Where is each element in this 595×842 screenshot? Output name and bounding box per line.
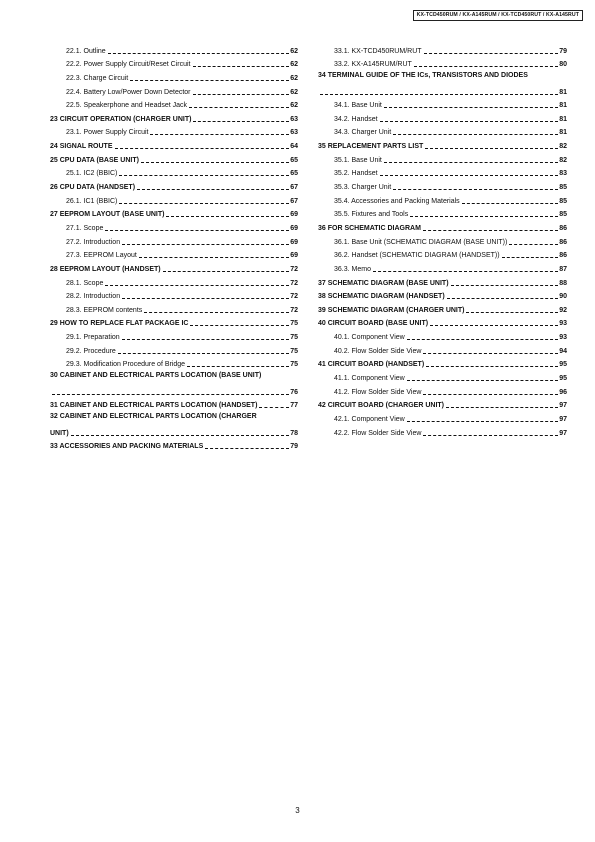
toc-subentry[interactable] <box>50 124 298 138</box>
toc-entry-page: 82 <box>559 156 567 164</box>
toc-entry-page: 78 <box>290 429 298 437</box>
toc-entry-title: 27.3. EEPROM Layout <box>66 252 137 260</box>
toc-entry-page: 82 <box>559 143 567 151</box>
toc-entry-page: 95 <box>559 361 567 369</box>
toc-entry-title: 23 CIRCUIT OPERATION (CHARGER UNIT) <box>50 115 192 123</box>
toc-subentry[interactable] <box>318 247 567 261</box>
toc-entry-page: 72 <box>290 293 298 301</box>
model-header: KX-TCD450RUM / KX-A145RUM / KX-TCD450RUT / KX-A145RUT <box>413 10 583 21</box>
dot-leader <box>393 134 558 135</box>
toc-entry-title: 35.1. Base Unit <box>334 156 382 164</box>
dot-leader <box>407 380 559 381</box>
toc-subentry[interactable] <box>50 274 298 288</box>
toc-entry-title: 22.2. Power Supply Circuit/Reset Circuit <box>66 61 191 69</box>
dot-leader <box>373 271 558 272</box>
dot-leader <box>384 162 558 163</box>
dot-leader <box>426 366 558 367</box>
toc-entry-page: 77 <box>290 402 298 410</box>
dot-leader <box>462 203 559 204</box>
toc-entry-title: 36.1. Base Unit (SCHEMATIC DIAGRAM (BASE UNIT)) <box>334 238 508 246</box>
toc-section[interactable] <box>50 206 298 220</box>
dot-leader <box>108 53 290 54</box>
toc-entry-page: 81 <box>559 88 567 96</box>
toc-subentry[interactable] <box>318 342 567 356</box>
toc-entry-title: 41 CIRCUIT BOARD (HANDSET) <box>318 361 425 369</box>
toc-entry-title: 36 FOR SCHEMATIC DIAGRAM <box>318 224 421 232</box>
toc-entry-page: 62 <box>290 102 298 110</box>
toc-entry-title: 35 REPLACEMENT PARTS LIST <box>318 143 424 151</box>
toc-subentry[interactable] <box>318 410 567 424</box>
dot-leader <box>451 285 559 286</box>
dot-leader <box>407 421 559 422</box>
toc-subentry[interactable] <box>318 369 567 383</box>
toc-entry-title: 33.2. KX-A145RUM/RUT <box>334 61 412 69</box>
toc-entry-title: 38 SCHEMATIC DIAGRAM (HANDSET) <box>318 293 445 301</box>
toc-entry-title: 28 EEPROM LAYOUT (HANDSET) <box>50 265 161 273</box>
dot-leader <box>141 162 289 163</box>
dot-leader <box>193 94 290 95</box>
dot-leader <box>384 107 558 108</box>
toc-entry-title: 35.2. Handset <box>334 170 378 178</box>
toc-entry-page: 88 <box>559 279 567 287</box>
toc-entry-page: 69 <box>290 238 298 246</box>
toc-entry-title: 34 TERMINAL GUIDE OF THE ICs, TRANSISTORS AND DIODES <box>318 72 528 80</box>
toc-entry-page: 86 <box>559 252 567 260</box>
toc-entry-page: 69 <box>290 224 298 232</box>
toc-subentry[interactable] <box>318 424 567 438</box>
toc-subentry[interactable] <box>318 165 567 179</box>
toc-entry-page: 63 <box>290 129 298 137</box>
toc-subentry[interactable] <box>50 42 298 56</box>
toc-entry-title: 27.2. Introduction <box>66 238 121 246</box>
toc-entry-title: 28.2. Introduction <box>66 293 121 301</box>
toc-entry-page: 62 <box>290 88 298 96</box>
dot-leader <box>502 257 559 258</box>
toc-subentry[interactable] <box>50 219 298 233</box>
toc-entry-title: 40.2. Flow Solder Side View <box>334 347 422 355</box>
dot-leader <box>446 407 558 408</box>
toc-entry-page: 87 <box>559 265 567 273</box>
toc-subentry[interactable] <box>318 178 567 192</box>
dot-leader <box>190 325 289 326</box>
toc-section[interactable] <box>318 137 567 151</box>
toc-entry-page: 96 <box>559 388 567 396</box>
toc-section[interactable] <box>50 397 298 411</box>
dot-leader <box>380 121 559 122</box>
toc-entry-page: 92 <box>559 306 567 314</box>
dot-leader <box>414 66 558 67</box>
dot-leader <box>423 353 558 354</box>
dot-leader <box>447 298 559 299</box>
toc-entry-title: 41.1. Component View <box>334 375 405 383</box>
toc-entry-page: 67 <box>290 184 298 192</box>
toc-section[interactable] <box>318 356 567 370</box>
toc-entry-page: 90 <box>559 293 567 301</box>
page-number: 3 <box>295 806 300 815</box>
toc-section[interactable] <box>50 438 298 452</box>
toc-section[interactable] <box>50 315 298 329</box>
dot-leader <box>163 271 290 272</box>
toc-entry-page: 75 <box>290 347 298 355</box>
toc-entry-title: 31 CABINET AND ELECTRICAL PARTS LOCATION (HANDSET) <box>50 402 258 410</box>
toc-entry-page: 81 <box>559 115 567 123</box>
dot-leader <box>119 203 289 204</box>
toc-right-column <box>318 42 567 438</box>
toc-entry-title: 39 SCHEMATIC DIAGRAM (CHARGER UNIT) <box>318 306 465 314</box>
toc-subentry[interactable] <box>318 192 567 206</box>
dot-leader <box>139 257 289 258</box>
toc-subentry[interactable] <box>318 151 567 165</box>
toc-entry-title: 22.3. Charge Circuit <box>66 74 129 82</box>
toc-entry-page: 85 <box>559 211 567 219</box>
dot-leader <box>205 448 289 449</box>
toc-subentry[interactable] <box>318 124 567 138</box>
toc-entry-page: 75 <box>290 320 298 328</box>
dot-leader <box>423 230 558 231</box>
toc-entry-title: 33 ACCESSORIES AND PACKING MATERIALS <box>50 443 204 451</box>
dot-leader <box>380 175 559 176</box>
toc-subentry[interactable] <box>318 260 567 274</box>
dot-leader <box>407 339 559 340</box>
toc-entry-title: 22.1. Outline <box>66 47 106 55</box>
toc-subentry[interactable] <box>318 110 567 124</box>
toc-entry-title: 22.5. Speakerphone and Headset Jack <box>66 102 188 110</box>
toc-entry-title: 40 CIRCUIT BOARD (BASE UNIT) <box>318 320 429 328</box>
toc-entry-page: 64 <box>290 143 298 151</box>
toc-entry-title: 42 CIRCUIT BOARD (CHARGER UNIT) <box>318 402 444 410</box>
toc-subentry[interactable] <box>318 42 567 56</box>
toc-entry-page: 93 <box>559 320 567 328</box>
toc-entry-page: 72 <box>290 265 298 273</box>
toc-entry-page: 79 <box>559 47 567 55</box>
toc-entry-title: 26 CPU DATA (HANDSET) <box>50 184 136 192</box>
toc-entry-page: 83 <box>559 170 567 178</box>
toc-subentry[interactable] <box>318 383 567 397</box>
toc-entry-title: 29.2. Procedure <box>66 347 116 355</box>
toc-entry-page: 75 <box>290 361 298 369</box>
dot-leader <box>320 94 558 95</box>
toc-entry-page: 69 <box>290 252 298 260</box>
toc-section[interactable] <box>318 274 567 288</box>
toc-entry-page: 62 <box>290 47 298 55</box>
toc-subentry[interactable] <box>318 233 567 247</box>
toc-section[interactable] <box>318 69 567 96</box>
dot-leader <box>118 353 289 354</box>
dot-leader <box>137 189 289 190</box>
toc-entry-page: 93 <box>559 334 567 342</box>
toc-entry-page: 97 <box>559 429 567 437</box>
toc-entry-page: 76 <box>290 388 298 396</box>
dot-leader <box>115 148 290 149</box>
toc-section[interactable] <box>50 369 298 396</box>
dot-leader <box>424 53 559 54</box>
toc-entry-page: 94 <box>559 347 567 355</box>
toc-entry-page: 69 <box>290 211 298 219</box>
toc-entry-title: 35.3. Charger Unit <box>334 184 392 192</box>
toc-entry-title: 35.5. Fixtures and Tools <box>334 211 409 219</box>
toc-subentry[interactable] <box>50 69 298 83</box>
toc-subentry[interactable] <box>318 206 567 220</box>
toc-entry-page: 85 <box>559 184 567 192</box>
toc-entry-title: 32 CABINET AND ELECTRICAL PARTS LOCATION (CHARGER <box>50 413 257 421</box>
dot-leader <box>105 230 289 231</box>
toc-subentry[interactable] <box>50 356 298 370</box>
toc-entry-title: 25.1. IC2 (BBIC) <box>66 170 118 178</box>
toc-entry-title: 28.1. Scope <box>66 279 104 287</box>
dot-leader <box>130 80 289 81</box>
toc-entry-page: 95 <box>559 375 567 383</box>
dot-leader <box>187 366 289 367</box>
toc-entry-title-continued: UNIT) <box>50 429 69 437</box>
toc-entry-title: 34.2. Handset <box>334 115 378 123</box>
toc-subentry[interactable] <box>50 192 298 206</box>
dot-leader <box>430 325 558 326</box>
toc-subentry[interactable] <box>50 233 298 247</box>
toc-entry-page: 86 <box>559 224 567 232</box>
dot-leader <box>122 339 290 340</box>
toc-entry-title: 30 CABINET AND ELECTRICAL PARTS LOCATION (BASE UNIT) <box>50 372 262 380</box>
dot-leader <box>193 121 289 122</box>
toc-subentry[interactable] <box>318 328 567 342</box>
toc-entry-title: 26.1. IC1 (BBIC) <box>66 197 118 205</box>
toc-section[interactable] <box>50 137 298 151</box>
toc-entry-title: 29 HOW TO REPLACE FLAT PACKAGE IC <box>50 320 189 328</box>
toc-entry-page: 67 <box>290 197 298 205</box>
toc-subentry[interactable] <box>50 56 298 70</box>
toc-entry-title: 42.2. Flow Solder Side View <box>334 429 422 437</box>
dot-leader <box>259 407 289 408</box>
toc-entry-title: 27.1. Scope <box>66 224 104 232</box>
dot-leader <box>193 66 290 67</box>
toc-entry-title: 41.2. Flow Solder Side View <box>334 388 422 396</box>
toc-entry-title: 23.1. Power Supply Circuit <box>66 129 149 137</box>
toc-entry-page: 75 <box>290 334 298 342</box>
dot-leader <box>466 312 558 313</box>
toc-entry-title: 36.2. Handset (SCHEMATIC DIAGRAM (HANDSET)) <box>334 252 500 260</box>
toc-entry-page: 80 <box>559 61 567 69</box>
dot-leader <box>150 134 289 135</box>
toc-entry-page: 65 <box>290 170 298 178</box>
toc-subentry[interactable] <box>50 97 298 111</box>
toc-section[interactable] <box>318 288 567 302</box>
dot-leader <box>189 107 289 108</box>
toc-subentry[interactable] <box>50 83 298 97</box>
toc-section[interactable] <box>318 301 567 315</box>
toc-subentry[interactable] <box>318 97 567 111</box>
toc-entry-page: 62 <box>290 74 298 82</box>
toc-entry-page: 79 <box>290 443 298 451</box>
dot-leader <box>144 312 289 313</box>
toc-entry-title: 33.1. KX-TCD450RUM/RUT <box>334 47 422 55</box>
toc-entry-title: 36.3. Memo <box>334 265 371 273</box>
dot-leader <box>509 244 558 245</box>
toc-entry-title: 37 SCHEMATIC DIAGRAM (BASE UNIT) <box>318 279 449 287</box>
toc-section[interactable] <box>318 315 567 329</box>
dot-leader <box>410 216 558 217</box>
toc-entry-title: 24 SIGNAL ROUTE <box>50 143 113 151</box>
toc-entry-page: 72 <box>290 279 298 287</box>
dot-leader <box>105 285 289 286</box>
dot-leader <box>166 216 289 217</box>
dot-leader <box>122 244 289 245</box>
toc-section[interactable] <box>50 260 298 274</box>
toc-section[interactable] <box>318 397 567 411</box>
toc-subentry[interactable] <box>50 247 298 261</box>
toc-entry-page: 65 <box>290 156 298 164</box>
toc-left-column <box>50 42 298 451</box>
toc-subentry[interactable] <box>50 328 298 342</box>
toc-entry-page: 86 <box>559 238 567 246</box>
toc-entry-title: 34.3. Charger Unit <box>334 129 392 137</box>
toc-entry-title: 28.3. EEPROM contents <box>66 306 143 314</box>
toc-entry-title: 29.3. Modification Procedure of Bridge <box>66 361 186 369</box>
toc-entry-title: 35.4. Accessories and Packing Materials <box>334 197 460 205</box>
dot-leader <box>423 394 558 395</box>
toc-subentry[interactable] <box>50 301 298 315</box>
toc-entry-page: 81 <box>559 129 567 137</box>
toc-section[interactable] <box>50 151 298 165</box>
toc-section[interactable] <box>50 178 298 192</box>
toc-entry-page: 63 <box>290 115 298 123</box>
toc-section[interactable] <box>318 219 567 233</box>
toc-entry-page: 85 <box>559 197 567 205</box>
toc-entry-title: 42.1. Component View <box>334 415 405 423</box>
dot-leader <box>119 175 289 176</box>
dot-leader <box>425 148 558 149</box>
toc-entry-page: 62 <box>290 61 298 69</box>
toc-entry-page: 81 <box>559 102 567 110</box>
dot-leader <box>393 189 558 190</box>
toc-entry-title: 40.1. Component View <box>334 334 405 342</box>
toc-section[interactable] <box>50 110 298 124</box>
toc-subentry[interactable] <box>318 56 567 70</box>
toc-subentry[interactable] <box>50 342 298 356</box>
dot-leader <box>122 298 289 299</box>
toc-entry-page: 97 <box>559 415 567 423</box>
toc-entry-title: 22.4. Battery Low/Power Down Detector <box>66 88 191 96</box>
toc-entry-title: 34.1. Base Unit <box>334 102 382 110</box>
toc-entry-page: 72 <box>290 306 298 314</box>
toc-entry-title: 27 EEPROM LAYOUT (BASE UNIT) <box>50 211 165 219</box>
toc-subentry[interactable] <box>50 288 298 302</box>
toc-subentry[interactable] <box>50 165 298 179</box>
dot-leader <box>71 435 290 436</box>
toc-entry-title: 29.1. Preparation <box>66 334 120 342</box>
toc-entry-title: 25 CPU DATA (BASE UNIT) <box>50 156 139 164</box>
dot-leader <box>52 394 289 395</box>
toc-entry-page: 97 <box>559 402 567 410</box>
toc-section[interactable] <box>50 410 298 437</box>
dot-leader <box>423 435 558 436</box>
